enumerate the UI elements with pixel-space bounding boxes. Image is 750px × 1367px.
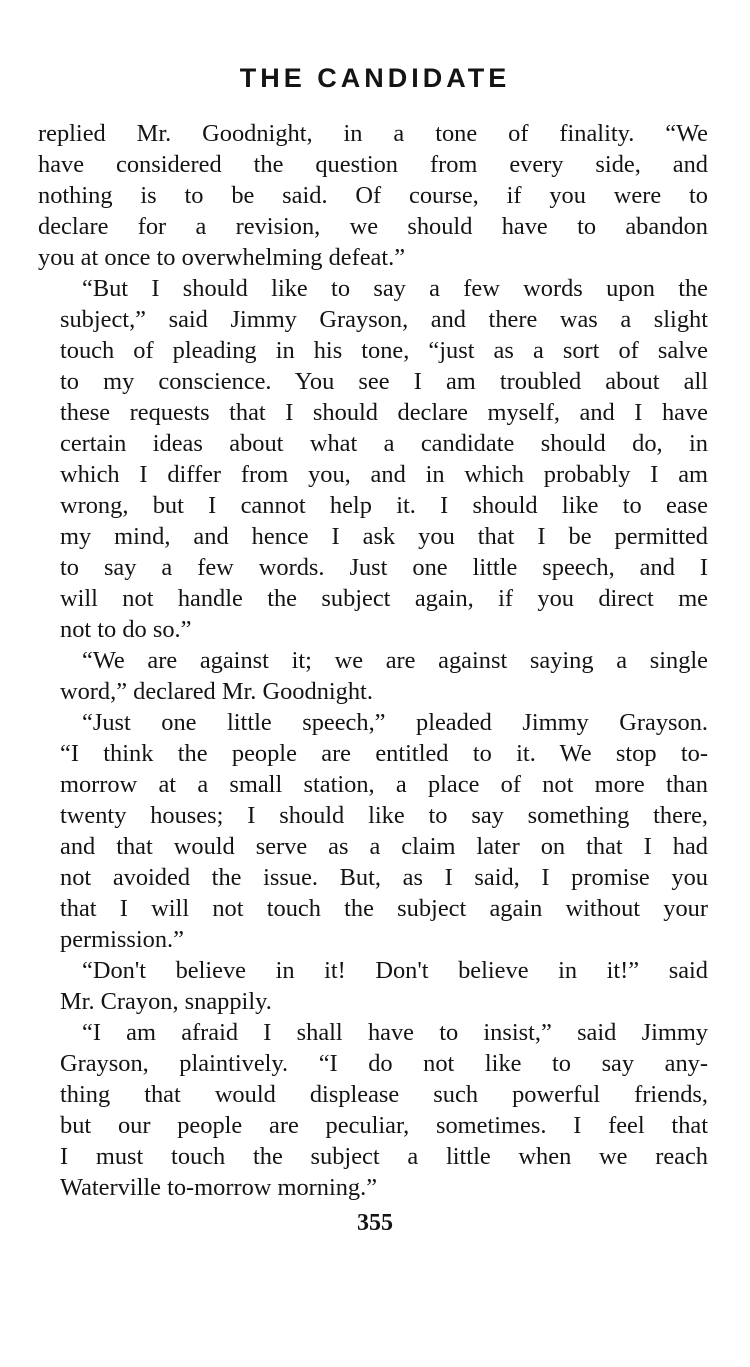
paragraph bbox=[38, 273, 708, 645]
text-line: subject,” said Jimmy Grayson, and there was a slight bbox=[60, 306, 708, 333]
text-line: certain ideas about what a candidate should do, in bbox=[60, 430, 708, 457]
text-line: touch of pleading in his tone, “just as a sort of salve bbox=[60, 337, 708, 364]
text-line: “But I should like to say a few words upon the bbox=[82, 275, 708, 302]
paragraph bbox=[38, 118, 708, 273]
text-line: word,” declared Mr. Goodnight. bbox=[60, 678, 373, 705]
text-line: my mind, and hence I ask you that I be permitted bbox=[60, 523, 708, 550]
text-line: declare for a revision, we should have to abandon bbox=[38, 213, 708, 240]
text-line: Grayson, plaintively. “I do not like to say any- bbox=[60, 1050, 708, 1077]
text-line: thing that would displease such powerful friends, bbox=[60, 1081, 708, 1108]
text-line: that I will not touch the subject again without your bbox=[60, 895, 708, 922]
text-line: I must touch the subject a little when we reach bbox=[60, 1143, 708, 1170]
text-line: and that would serve as a claim later on that I had bbox=[60, 833, 708, 860]
paragraph bbox=[38, 645, 708, 707]
running-head: THE CANDIDATE bbox=[239, 63, 511, 93]
text-line: replied Mr. Goodnight, in a tone of finality. “We bbox=[38, 120, 708, 147]
text-line: “We are against it; we are against saying a single bbox=[82, 647, 708, 674]
text-line: “Just one little speech,” pleaded Jimmy Grayson. bbox=[82, 709, 708, 736]
text-line: morrow at a small station, a place of not more than bbox=[60, 771, 708, 798]
text-line: these requests that I should declare myself, and I have bbox=[60, 399, 708, 426]
page-number: 355 bbox=[357, 1210, 393, 1236]
text-line: Mr. Crayon, snappily. bbox=[60, 988, 272, 1015]
paragraph bbox=[38, 707, 708, 955]
text-line: wrong, but I cannot help it. I should like to ease bbox=[60, 492, 708, 519]
paragraph bbox=[38, 1017, 708, 1203]
text-line: you at once to overwhelming defeat.” bbox=[38, 244, 406, 271]
text-line: “I am afraid I shall have to insist,” said Jimmy bbox=[82, 1019, 708, 1046]
paragraph bbox=[38, 955, 708, 1017]
text-line: to my conscience. You see I am troubled about all bbox=[60, 368, 708, 395]
text-line: but our people are peculiar, sometimes. I feel that bbox=[60, 1112, 708, 1139]
text-line: nothing is to be said. Of course, if you were to bbox=[38, 182, 708, 209]
body-text bbox=[38, 118, 708, 1203]
text-line: Waterville to-morrow morning.” bbox=[60, 1174, 378, 1201]
text-line: not to do so.” bbox=[60, 616, 192, 643]
text-line: not avoided the issue. But, as I said, I promise you bbox=[60, 864, 708, 891]
text-line: “I think the people are entitled to it. We stop to- bbox=[60, 740, 708, 767]
text-line: will not handle the subject again, if you direct me bbox=[60, 585, 708, 612]
text-line: have considered the question from every side, and bbox=[38, 151, 708, 178]
text-line: which I differ from you, and in which probably I am bbox=[60, 461, 708, 488]
text-line: to say a few words. Just one little speech, and I bbox=[60, 554, 708, 581]
text-line: permission.” bbox=[60, 926, 184, 953]
text-line: “Don't believe in it! Don't believe in it!” said bbox=[82, 957, 708, 984]
text-line: twenty houses; I should like to say something there, bbox=[60, 802, 708, 829]
